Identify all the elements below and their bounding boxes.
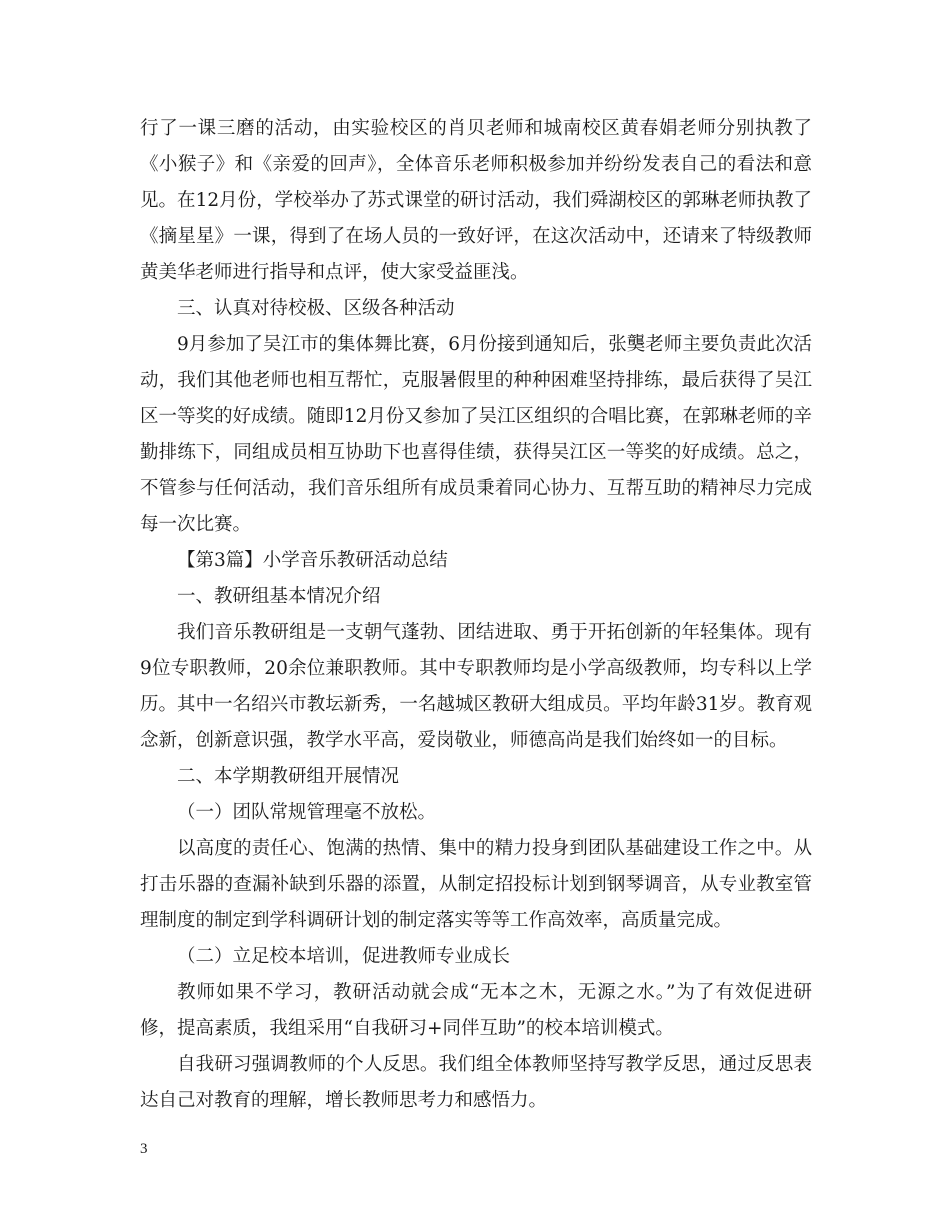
paragraph-training-model: 教师如果不学习，教研活动就会成“无本之木，无源之水。”为了有效促进研修，提高素质，我组采用“自我研习+同伴互助”的校本培训模式。 [140,982,812,1039]
paragraph-competitions: 9月参加了吴江市的集体舞比赛，6月份接到通知后，张龑老师主要负责此次活动，我们其他老师也相互帮忙，克服暑假里的种种困难坚持排练，最后获得了吴江区一等奖的好成绩。随即12月份又参加了吴江区组织的合唱比赛，在郭琳老师的辛勤排练下，同组成员相互协助下也喜得佳绩，获得吴江区一等奖的好成绩。总之，不管参与任何活动，我们音乐组所有成员秉着同心协力、互帮互助的精神尽力完成每一次比赛。 [140,334,812,535]
paragraph-continuation: 行了一课三磨的活动，由实验校区的肖贝老师和城南校区黄春娟老师分别执教了《小猴子》和《亲爱的回声》，全体音乐老师积极参加并纷纷发表自己的看法和意见。在12月份，学校举办了苏式课堂的研讨活动，我们舜湖校区的郭琳老师执教了《摘星星》一课，得到了在场人员的一致好评，在这次活动中，还请来了特级教师黄美华老师进行指导和点评，使大家受益匪浅。 [140,118,812,283]
subsection-heading-management: （一）团队常规管理毫不放松。 [177,802,437,823]
paragraph-group-overview: 我们音乐教研组是一支朝气蓬勃、团结进取、勇于开拓创新的年轻集体。现有9位专职教师，20余位兼职教师。其中专职教师均是小学高级教师，均专科以上学历。其中一名绍兴市教坛新秀，一名越城区教研大组成员。平均年龄31岁。教育观念新，创新意识强，教学水平高，爱岗敬业，师德高尚是我们始终如一的目标。 [140,622,812,751]
document-body [140,111,812,1119]
paragraph-management: 以高度的责任心、饱满的热情、集中的精力投身到团队基础建设工作之中。从打击乐器的查漏补缺到乐器的添置，从制定招投标计划到钢琴调音，从专业教室管理制度的制定到学科调研计划的制定落实等等工作高效率，高质量完成。 [140,838,812,931]
subsection-heading-training: （二）立足校本培训，促进教师专业成长 [177,946,511,967]
article-title: 【第3篇】小学音乐教研活动总结 [177,550,448,571]
section-heading-activities: 三、认真对待校极、区级各种活动 [177,298,455,319]
page-number: 3 [140,1141,148,1157]
section-heading-introduction: 一、教研组基本情况介绍 [177,586,381,607]
section-heading-semester: 二、本学期教研组开展情况 [177,766,400,787]
paragraph-self-study: 自我研习强调教师的个人反思。我们组全体教师坚持写教学反思，通过反思表达自己对教育的理解，增长教师思考力和感悟力。 [140,1054,812,1111]
